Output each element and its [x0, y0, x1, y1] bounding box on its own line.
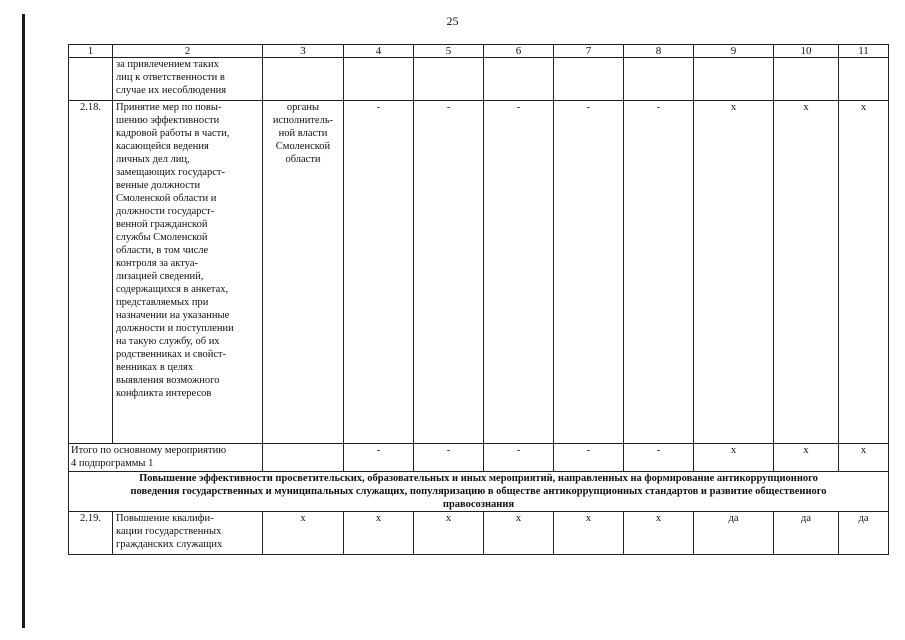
text-line: Смоленской области и: [116, 193, 217, 204]
cell-value: х: [839, 444, 889, 472]
section-heading-row: [69, 472, 889, 512]
table-row-2-18: [69, 101, 889, 444]
cell-text: [113, 101, 263, 444]
text-line: контроля за актуа-: [116, 258, 198, 269]
text-line: выявления возможного: [116, 375, 220, 386]
cell-value: х: [694, 444, 774, 472]
cell-value: х: [839, 101, 889, 444]
header-cell: 1: [69, 45, 113, 58]
text-line: кации государственных: [116, 526, 222, 537]
text-line: за привлечением таких: [116, 59, 219, 70]
cell-num: [69, 58, 113, 101]
cell-value: [774, 58, 839, 101]
text-line: ной власти: [278, 128, 328, 139]
cell-value: [839, 58, 889, 101]
cell-value: -: [344, 444, 414, 472]
table-row-total: [69, 444, 889, 472]
header-cell: 5: [414, 45, 484, 58]
cell-value: х: [624, 512, 694, 555]
header-cell: 9: [694, 45, 774, 58]
cell-value: х: [554, 512, 624, 555]
header-cell: 11: [839, 45, 889, 58]
header-cell: 4: [344, 45, 414, 58]
cell-value: да: [774, 512, 839, 555]
cell-value: -: [624, 444, 694, 472]
cell-value: -: [554, 101, 624, 444]
text-line: Повышение квалифи-: [116, 513, 214, 524]
text-line: кадровой работы в части,: [116, 128, 230, 139]
cell-executor: [263, 58, 344, 101]
cell-value: [694, 58, 774, 101]
header-cell: 7: [554, 45, 624, 58]
header-cell: 3: [263, 45, 344, 58]
text-line: Повышение эффективности просветительских, образовательных и иных мероприятий, направленных на формирование антикоррупционного: [139, 473, 818, 484]
page-left-border: [22, 14, 25, 628]
text-line: венниках в целях: [116, 362, 194, 373]
cell-value: -: [484, 444, 554, 472]
text-line: исполнитель-: [272, 115, 334, 126]
text-line: органы: [286, 102, 320, 113]
cell-executor: х: [263, 512, 344, 555]
cell-total-label: [69, 444, 263, 472]
text-line: гражданских служащих: [116, 539, 223, 550]
cell-num: 2.18.: [69, 101, 113, 444]
cell-value: да: [694, 512, 774, 555]
column-number-row: [69, 45, 889, 58]
cell-executor: [263, 444, 344, 472]
header-cell: 8: [624, 45, 694, 58]
cell-value: -: [414, 101, 484, 444]
cell-value: [554, 58, 624, 101]
text-line: 4 подпрограммы 1: [71, 458, 154, 469]
section-heading: [69, 472, 889, 512]
text-line: родственниках и свойст-: [116, 349, 227, 360]
cell-value: х: [414, 512, 484, 555]
text-line: личных дел лиц,: [116, 154, 190, 165]
text-line: шению эффективности: [116, 115, 220, 126]
text-line: Принятие мер по повы-: [116, 102, 222, 113]
text-line: области, в том числе: [116, 245, 209, 256]
cell-value: -: [484, 101, 554, 444]
text-line: правосознания: [442, 499, 515, 510]
cell-num: 2.19.: [69, 512, 113, 555]
cell-value: [624, 58, 694, 101]
cell-value: [484, 58, 554, 101]
text-line: случае их несоблюдения: [116, 85, 227, 96]
cell-value: х: [774, 444, 839, 472]
cell-value: х: [484, 512, 554, 555]
text-line: замещающих государст-: [116, 167, 225, 178]
text-line: содержащихся в анкетах,: [116, 284, 229, 295]
cell-value: -: [344, 101, 414, 444]
text-line: лиц к ответственности в: [116, 72, 225, 83]
cell-text: [113, 58, 263, 101]
text-line: венной гражданской: [116, 219, 208, 230]
text-line: венные должности: [116, 180, 201, 191]
table-row-2-19: [69, 512, 889, 555]
cell-value: да: [839, 512, 889, 555]
text-line: назначении на указанные: [116, 310, 230, 321]
table-row-continuation: [69, 58, 889, 101]
cell-value: х: [344, 512, 414, 555]
cell-value: [344, 58, 414, 101]
cell-value: -: [554, 444, 624, 472]
measures-table: [68, 44, 889, 555]
text-line: Итого по основному мероприятию: [71, 445, 227, 456]
cell-value: х: [774, 101, 839, 444]
header-cell: 10: [774, 45, 839, 58]
cell-text: [113, 512, 263, 555]
text-line: области: [285, 154, 321, 165]
header-cell: 2: [113, 45, 263, 58]
cell-value: [414, 58, 484, 101]
cell-value: -: [414, 444, 484, 472]
text-line: должности и поступлении: [116, 323, 234, 334]
text-line: касающейся ведения: [116, 141, 209, 152]
cell-value: х: [694, 101, 774, 444]
text-line: представляемых при: [116, 297, 209, 308]
cell-value: -: [624, 101, 694, 444]
text-line: лизацией сведений,: [116, 271, 204, 282]
text-line: службы Смоленской: [116, 232, 208, 243]
page-number: 25: [446, 14, 459, 28]
header-cell: 6: [484, 45, 554, 58]
text-line: конфликта интересов: [116, 388, 212, 399]
cell-executor: [263, 101, 344, 444]
text-line: должности государст-: [116, 206, 215, 217]
text-line: на такую службу, об их: [116, 336, 220, 347]
text-line: поведения государственных и муниципальных служащих, популяризацию в обществе антикоррупционных стандартов и развитие общественного: [130, 486, 827, 497]
text-line: Смоленской: [275, 141, 331, 152]
